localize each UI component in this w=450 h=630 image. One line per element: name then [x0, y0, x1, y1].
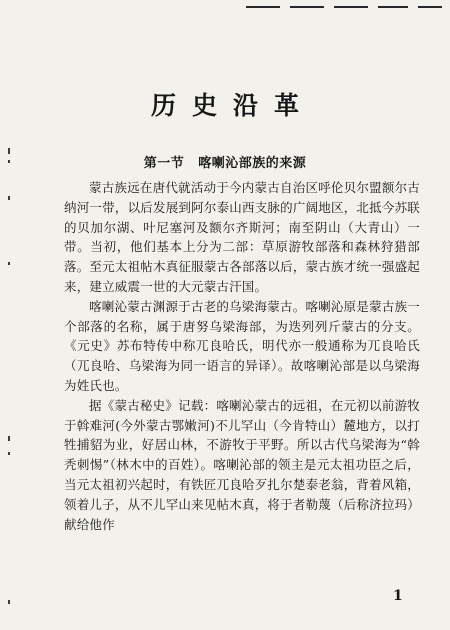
top-border-decoration — [246, 4, 442, 10]
paragraph: 蒙古族远在唐代就活动于今内蒙古自治区呼伦贝尔盟额尔古纳河一带，以后发展到阿尔泰山西支脉的广阔地区，北抵今苏联的贝加尔湖、叶尼塞河及额尔齐斯河；南至阴山（大青山）一带。当初，他们基本上分为二部：草原游牧部落和森林狩猎部落。至元太祖帖木真征服蒙古各部落以后，蒙古族才统一强盛起来，建立威震一世的大元蒙古汗国。 — [64, 180, 420, 294]
binding-mark — [8, 262, 10, 265]
body-text — [64, 178, 420, 534]
binding-mark — [8, 600, 10, 604]
paragraph: 喀喇沁蒙古渊源于古老的乌梁海蒙古。喀喇沁原是蒙古族一个部落的名称，属于唐努乌梁海部，为迭列列斤蒙古的分支。《元史》苏布特传中称兀良哈氏，明代亦一般通称为兀良哈氏（兀良哈、乌梁海为同一语言的异译）。故喀喇沁部是以乌梁海为姓氏也。 — [64, 298, 420, 393]
binding-mark — [8, 196, 10, 200]
section-heading — [0, 152, 450, 171]
binding-mark — [8, 452, 10, 455]
section-number: 第一节 — [143, 156, 185, 171]
paragraph: 据《蒙古秘史》记载：喀喇沁蒙古的远祖，在元初以前游牧于斡难河(今外蒙古鄂嫩河)不儿罕山（今肯特山）麓地方，以打牲捕貂为业，好居山林，不游牧于平野。所以古代乌梁海为“斡秃刺惕”（林木中的百姓）。喀喇沁部的领主是元太祖功臣之后，当元太祖初兴起时，有铁匠兀良哈歹扎尔楚泰老翁，背着风箱，领着儿子，从不儿罕山来见帖木真，将于者勒蔑（后称济拉玛）献给他作 — [64, 397, 420, 532]
page-number: 1 — [393, 588, 403, 604]
chapter-title: 历史沿革 — [150, 91, 315, 120]
binding-mark — [8, 436, 10, 441]
section-title: 喀喇沁部族的来源 — [198, 156, 307, 171]
